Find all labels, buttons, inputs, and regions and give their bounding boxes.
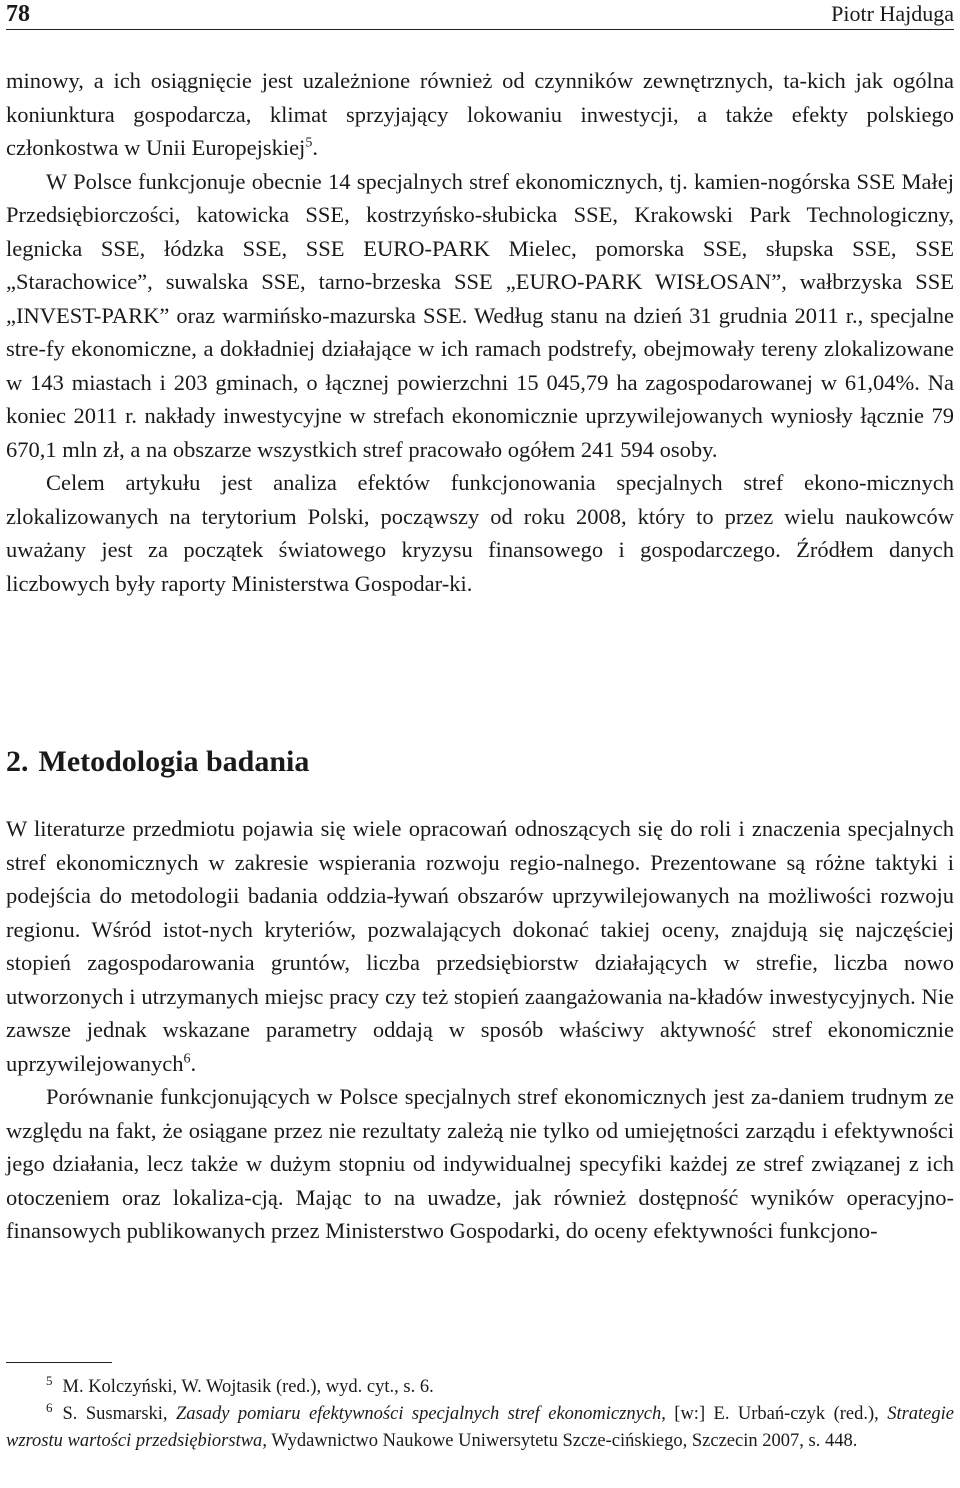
paragraph-section-2: Porównanie funkcjonujących w Polsce specjalnych stref ekonomicznych jest za-daniem trudnym ze względu na fakt, że osiągane przez nie rezultaty zależą nie tylko od umiejętności zarządu i efektywności jego działania, lecz także w dużym stopniu od indywidualnej specyfiki każdej ze stref związanej z ich otoczeniem oraz lokaliza-cją. Mając to na uwadze, jak również dostępność wyników operacyjno-finansowych publikowanych przez Ministerstwo Gospodarki, do oceny efektywności funkcjono- xyxy=(6,1084,954,1243)
paragraph-intro-3: Celem artykułu jest analiza efektów funkcjonowania specjalnych stref ekono-micznych zlokalizowanych na terytorium Polski, począwszy od roku 2008, który to przez wielu naukowców uważany jest za początek światowego kryzysu finansowego i gospodarczego. Źródłem danych liczbowych były raporty Ministerstwa Gospodar-ki. xyxy=(6,470,954,596)
running-header xyxy=(6,0,954,30)
section-title: Metodologia badania xyxy=(38,745,310,778)
footnote-title: Strategie wzrostu wartości przedsiębiorstwa xyxy=(6,1404,954,1451)
footnote-number: 6 xyxy=(46,1399,53,1415)
paragraph-intro-1 xyxy=(6,64,954,165)
punctuation: . xyxy=(312,135,318,160)
footnote-text: , [w:] E. Urbań-czyk (red.), xyxy=(661,1404,888,1424)
footnote-number: 5 xyxy=(46,1372,53,1388)
footnote-title: Zasady pomiaru efektywności specjalnych stref ekonomicznych xyxy=(175,1404,662,1424)
footnote-ref-5[interactable]: 5 xyxy=(305,135,313,151)
section-heading xyxy=(6,744,309,780)
footnote-text: M. Kolczyński, W. Wojtasik (red.), wyd. cyt., s. 6. xyxy=(62,1377,434,1397)
section-text xyxy=(6,812,954,1248)
paragraph-section-1 xyxy=(6,812,954,1080)
section-number: 2. xyxy=(6,745,29,778)
footnote-6 xyxy=(6,1401,954,1455)
paragraph-intro-2: W Polsce funkcjonuje obecnie 14 specjalnych stref ekonomicznych, tj. kamien-nogórska SSE Małej Przedsiębiorczości, katowicka SSE, kostrzyńsko-słubicka SSE, Krakowski Park Technologiczny, legnicka SSE, łódzka SSE, SSE EURO-PARK Mielec, pomorska SSE, słupska SSE, SSE „Starachowice”, suwalska SSE, tarno-brzeska SSE „EURO-PARK WISŁOSAN”, wałbrzyska SSE „INVEST-PARK” oraz warmińsko-mazurska SSE. Według stanu na dzień 31 grudnia 2011 r., specjalne stre-fy ekonomiczne, a dokładniej działające w ich ramach podstrefy, obejmowały tereny zlokalizowane w 143 miastach i 203 gminach, o łącznej powierzchni 15 045,79 ha zagospodarowanej w 61,04%. Na koniec 2011 r. nakłady inwestycyjne w strefach ekonomicznie uprzywilejowanych wyniosły łącznie 79 670,1 mln zł, a na obszarze wszystkich stref pracowało ogółem 241 594 osoby. xyxy=(6,168,954,462)
footnote-ref-6[interactable]: 6 xyxy=(183,1051,191,1066)
paragraph-text: minowy, a ich osiągnięcie jest uzależnione również od czynników zewnętrznych, ta-kich jak ogólna koniunktura gospodarcza, klimat sprzyjający lokowaniu inwestycji, a także efekty polskiego członkostwa w Unii Europejskiej xyxy=(6,68,954,160)
page-number: 78 xyxy=(6,1,30,27)
footnote-text: , Wydawnictwo Naukowe Uniwersytetu Szcze-cińskiego, Szczecin 2007, s. 448. xyxy=(262,1431,858,1451)
footnotes xyxy=(6,1374,954,1455)
punctuation: . xyxy=(190,1050,197,1076)
footnote-text: S. Susmarski, xyxy=(62,1404,176,1424)
footnote-5 xyxy=(6,1374,954,1401)
running-author: Piotr Hajduga xyxy=(831,1,954,26)
footnote-separator xyxy=(6,1362,112,1363)
intro-text xyxy=(6,64,954,600)
paragraph-text: W literaturze przedmiotu pojawia się wiele opracowań odnoszących się do roli i znaczenia specjalnych stref ekonomicznych w zakresie wspierania rozwoju regio-nalnego. Prezentowane są różne taktyki i podejścia do metodologii badania oddzia-ływań obszarów uprzywilejowanych na możliwości rozwoju regionu. Wśród istot-nych kryteriów, pozwalających dokonać takiej oceny, znajdują się najczęściej stopień zagospodarowania gruntów, liczba przedsiębiorstw działających w strefie, liczba nowo utworzonych i utrzymanych miejsc pracy czy też stopień zaangażowania na-kładów inwestycyjnych. Nie zawsze jednak wskazane parametry oddają w sposób właściwy aktywność stref ekonomicznie uprzywilejowanych xyxy=(6,816,954,1076)
